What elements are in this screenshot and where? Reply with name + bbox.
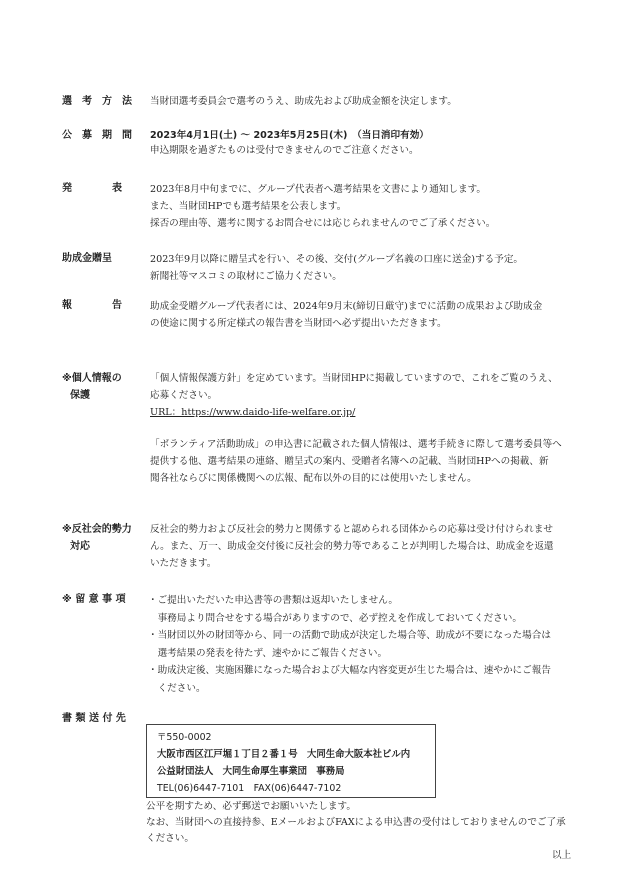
- selection-method-line: 当財団選考委員会で選考のうえ、助成先および助成金額を決定します。: [150, 96, 457, 107]
- report-line: の使途に関する所定様式の報告書を当財団へ必ず提出いただきます。: [150, 318, 447, 329]
- notes-line: 選考結果の発表を待たず、速やかにご報告ください。: [148, 647, 388, 659]
- mailing-footer: [146, 799, 616, 847]
- privacy-body: [150, 370, 590, 421]
- privacy-label-line2: 保護: [70, 390, 90, 401]
- selection-method-label: 選 考 方 法: [62, 96, 132, 107]
- selection-method-body: [150, 94, 590, 109]
- privacy-label-line1: ※個人情報の: [62, 373, 122, 384]
- footer-line: なお、当財団への直接持参、EメールおよびFAXによる申込書の受付はしておりませんのでご了承: [146, 817, 566, 828]
- notes-line: ください。: [148, 682, 206, 694]
- antisocial-line: いただきます。: [150, 558, 217, 569]
- privacy-usage-line: 提供する他、選考結果の連絡、贈呈式の案内、受贈者名簿への記載、当財団HPへの掲載、新: [150, 456, 549, 467]
- application-period-note: 申込期限を過ぎたものは受付できませんのでご注意ください。: [150, 145, 419, 156]
- privacy-url-link[interactable]: URL：https://www.daido-life-welfare.or.jp/: [150, 407, 356, 418]
- privacy-usage-line: 聞各社ならびに関係機関への広報、配布以外の目的には使用いたしません。: [150, 473, 477, 484]
- announcement-line: 採否の理由等、選考に関するお問合せには応じられませんのでご了承ください。: [150, 218, 496, 229]
- announcement-line: また、当財団HPでも選考結果を公表します。: [150, 201, 347, 212]
- grant-award-line: 新聞社等マスコミの取材にご協力ください。: [150, 271, 342, 282]
- antisocial-label-line1: ※反社会的勢力: [62, 524, 132, 535]
- antisocial-line: ん。また、万一、助成金交付後に反社会的勢力等であることが判明した場合は、助成金を返還: [150, 541, 554, 552]
- antisocial-body: [150, 521, 590, 572]
- footer-line: ください。: [146, 833, 194, 844]
- footer-line: 公平を期すため、必ず郵送でお願いいたします。: [146, 801, 356, 812]
- notes-line: ・助成決定後、実施困難になった場合および大幅な内容変更が生じた場合は、速やかにご報告: [148, 665, 551, 676]
- notes-line: ・当財団以外の財団等から、同一の活動で助成が決定した場合等、助成が不要になった場合は: [148, 630, 551, 641]
- notes-line: ・ご提出いただいた申込書等の書類は返却いたしません。: [148, 595, 399, 606]
- privacy-line: 「個人情報保護方針」を定めています。当財団HPに掲載していますので、これをご覧のうえ、: [150, 373, 558, 384]
- notes-label: ※ 留 意 事 項: [62, 594, 126, 605]
- announcement-label: 発 表: [62, 183, 122, 194]
- privacy-usage-line: 「ボランティア活動助成」の申込書に記載された個人情報は、選考手続きに際して選考委員等へ: [150, 439, 562, 450]
- antisocial-label-line2: 対応: [70, 541, 90, 552]
- organization-name: 公益財団法人 大同生命厚生事業団 事務局: [157, 766, 345, 777]
- antisocial-label: [62, 521, 132, 555]
- contact-numbers: TEL(06)6447-7101 FAX(06)6447-7102: [157, 783, 342, 794]
- application-period-body: [150, 128, 590, 158]
- privacy-label: [62, 370, 122, 404]
- report-line: 助成金受贈グループ代表者には、2024年9月末(締切日厳守)までに活動の成果および助成金: [150, 301, 543, 312]
- announcement-line: 2023年8月中旬までに、グループ代表者へ選考結果を文書により通知します。: [150, 184, 486, 195]
- report-label: 報 告: [62, 300, 122, 311]
- report-body: [150, 298, 590, 332]
- announcement-body: [150, 181, 590, 232]
- grant-award-body: [150, 251, 590, 285]
- grant-award-line: 2023年9月以降に贈呈式を行い、その後、交付(グループ名義の口座に送金)する予定。: [150, 254, 524, 265]
- address-line: 大阪市西区江戸堀１丁目２番１号 大同生命大阪本社ビル内: [157, 749, 411, 760]
- postal-code: 〒550-0002: [157, 732, 212, 743]
- grant-award-label: 助成金贈呈: [62, 253, 112, 264]
- privacy-line: 応募ください。: [150, 390, 218, 401]
- address-box: [146, 724, 436, 798]
- privacy-usage-body: [150, 436, 590, 487]
- closing-mark: 以上: [552, 850, 572, 861]
- application-period-label: 公 募 期 間: [62, 130, 132, 141]
- antisocial-line: 反社会的勢力および反社会的勢力と関係すると認められる団体からの応募は受け付けられませ: [150, 524, 553, 535]
- notes-body: [148, 592, 588, 697]
- application-period-dates: 2023年4月1日(土) ～ 2023年5月25日(木) （当日消印有効）: [150, 130, 429, 141]
- destination-label: 書 類 送 付 先: [62, 713, 126, 724]
- notes-line: 事務局より問合せをする場合がありますので、必ず控えを作成しておいてください。: [148, 612, 522, 624]
